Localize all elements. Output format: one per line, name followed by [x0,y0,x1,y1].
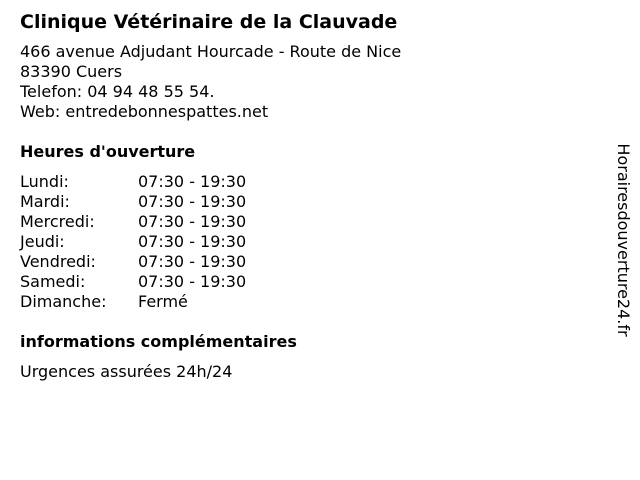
hours-row-wednesday [20,212,600,232]
time-range: 07:30 - 19:30 [138,272,247,291]
phone-line: Telefon: 04 94 48 55 54. [20,82,215,101]
additional-info-heading: informations complémentaires [20,332,297,351]
hours-row-saturday [20,272,600,292]
hours-row-sunday [20,292,600,312]
hours-row-monday [20,172,600,192]
day-label: Lundi: [20,172,69,191]
clinic-title: Clinique Vétérinaire de la Clauvade [20,11,398,33]
day-label: Samedi: [20,272,86,291]
time-range: 07:30 - 19:30 [138,232,247,251]
time-range: 07:30 - 19:30 [138,212,247,231]
day-label: Vendredi: [20,252,96,271]
hours-row-tuesday [20,192,600,212]
clinic-card [20,10,600,382]
time-range: Fermé [138,292,188,311]
hours-row-thursday [20,232,600,252]
day-label: Dimanche: [20,292,107,311]
opening-hours-heading: Heures d'ouverture [20,142,196,161]
website-line: Web: entredebonnespattes.net [20,102,269,121]
time-range: 07:30 - 19:30 [138,172,247,191]
address-city: 83390 Cuers [20,62,123,81]
time-range: 07:30 - 19:30 [138,252,247,271]
opening-hours-table [20,172,600,312]
address-street: 466 avenue Adjudant Hourcade - Route de Nice [20,42,402,61]
day-label: Mardi: [20,192,70,211]
day-label: Mercredi: [20,212,95,231]
hours-row-friday [20,252,600,272]
time-range: 07:30 - 19:30 [138,192,247,211]
day-label: Jeudi: [20,232,65,251]
additional-info-text: Urgences assurées 24h/24 [20,362,233,381]
side-watermark: Horairesdouverture24.fr [614,143,633,337]
